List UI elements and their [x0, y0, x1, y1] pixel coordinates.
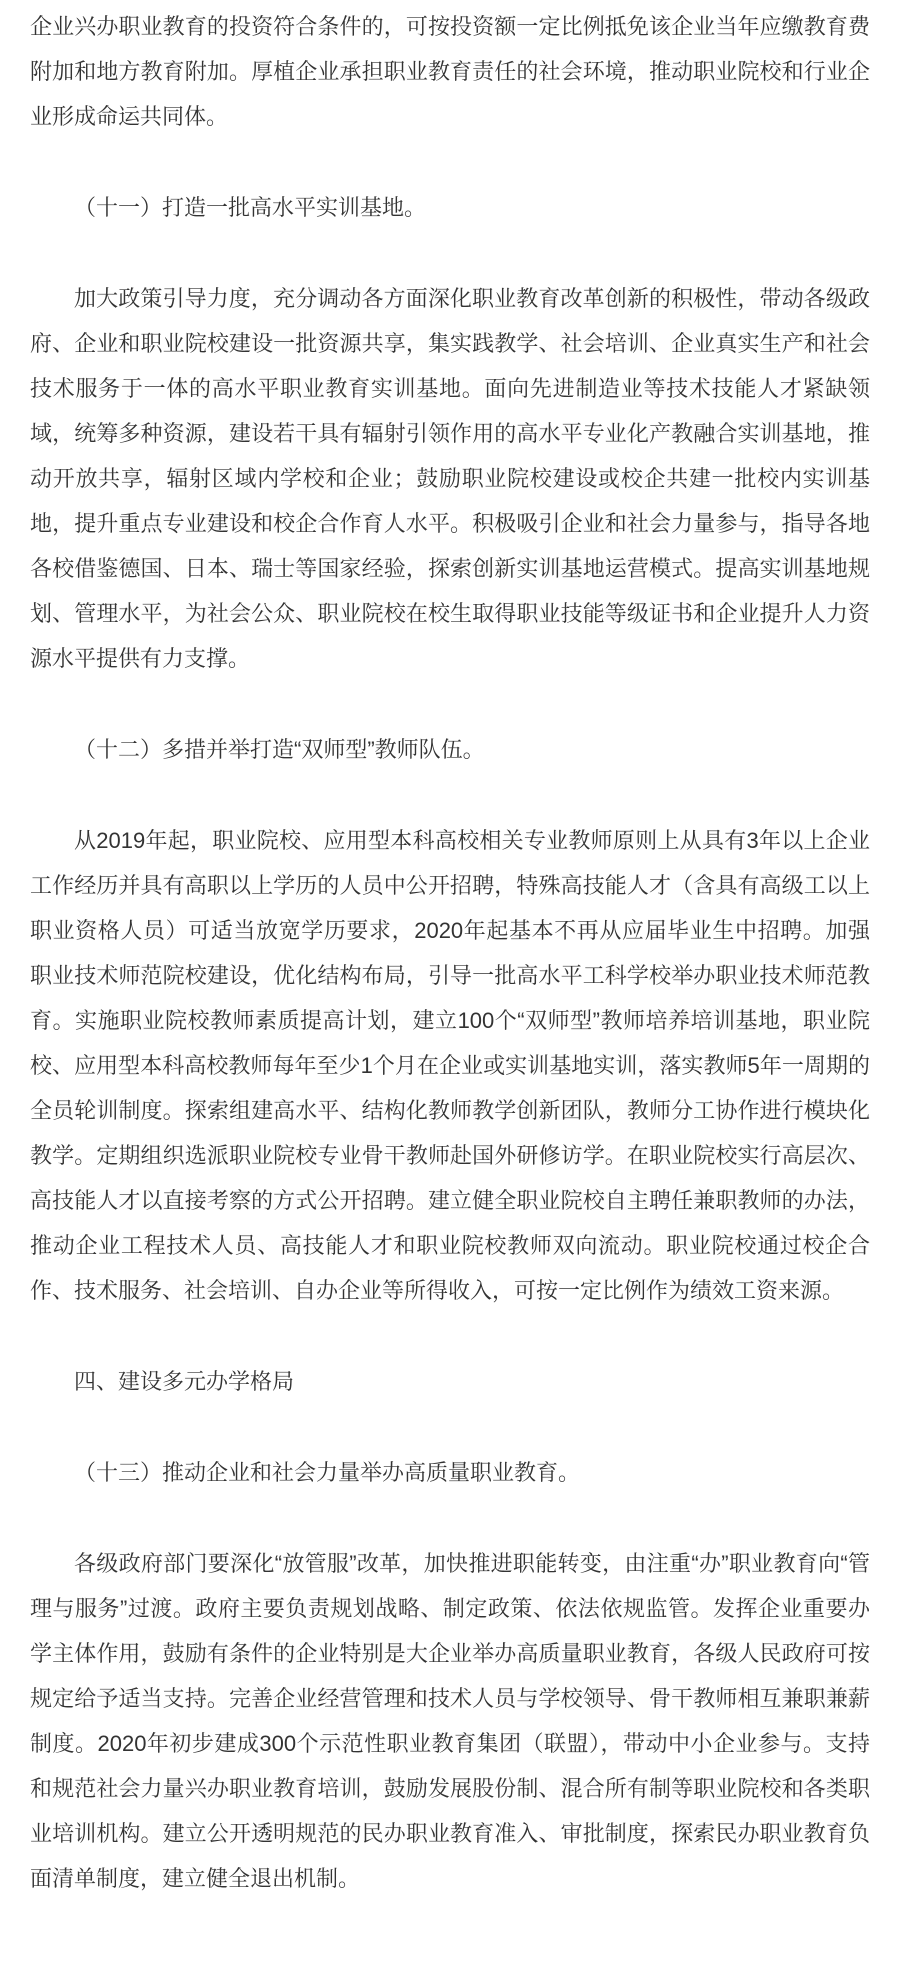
clause-heading-11-training-bases: （十一）打造一批高水平实训基地。	[74, 195, 427, 220]
clause-heading-12-dual-teacher: （十二）多措并举打造“双师型”教师队伍。	[74, 737, 485, 762]
paragraph-tax-incentive-continuation: 企业兴办职业教育的投资符合条件的，可按投资额一定比例抵免该企业当年应缴教育费附加和地方教育附加。厚植企业承担职业教育责任的社会环境，推动职业院校和行业企业形成命运共同体。	[30, 14, 870, 129]
section-heading-4-diversified-schooling: 四、建设多元办学格局	[74, 1369, 295, 1394]
paragraph-dual-teacher-detail: 从2019年起，职业院校、应用型本科高校相关专业教师原则上从具有3年以上企业工作经历并具有高职以上学历的人员中公开招聘，特殊高技能人才（含具有高级工以上职业资格人员）可适当放宽学历要求，2020年起基本不再从应届毕业生中招聘。加强职业技术师范院校建设，优化结构布局，引导一批高水平工科学校举办职业技术师范教育。实施职业院校教师素质提高计划，建立100个“双师型”教师培养培训基地，职业院校、应用型本科高校教师每年至少1个月在企业或实训基地实训，落实教师5年一周期的全员轮训制度。探索组建高水平、结构化教师教学创新团队，教师分工协作进行模块化教学。定期组织选派职业院校专业骨干教师赴国外研修访学。在职业院校实行高层次、高技能人才以直接考察的方式公开招聘。建立健全职业院校自主聘任兼职教师的办法，推动企业工程技术人员、高技能人才和职业院校教师双向流动。职业院校通过校企合作、技术服务、社会培训、自办企业等所得收入，可按一定比例作为绩效工资来源。	[30, 828, 870, 1303]
paragraph-enterprise-education-detail: 各级政府部门要深化“放管服”改革，加快推进职能转变，由注重“办”职业教育向“管理与服务”过渡。政府主要负责规划战略、制定政策、依法依规监管。发挥企业重要办学主体作用，鼓励有条件的企业特别是大企业举办高质量职业教育，各级人民政府可按规定给予适当支持。完善企业经营管理和技术人员与学校领导、骨干教师相互兼职兼薪制度。2020年初步建成300个示范性职业教育集团（联盟），带动中小企业参与。支持和规范社会力量兴办职业教育培训，鼓励发展股份制、混合所有制等职业院校和各类职业培训机构。建立公开透明规范的民办职业教育准入、审批制度，探索民办职业教育负面清单制度，建立健全退出机制。	[30, 1551, 870, 1891]
paragraph-training-bases-detail: 加大政策引导力度，充分调动各方面深化职业教育改革创新的积极性，带动各级政府、企业和职业院校建设一批资源共享，集实践教学、社会培训、企业真实生产和社会技术服务于一体的高水平职业教育实训基地。面向先进制造业等技术技能人才紧缺领域，统筹多种资源，建设若干具有辐射引领作用的高水平专业化产教融合实训基地，推动开放共享，辐射区域内学校和企业；鼓励职业院校建设或校企共建一批校内实训基地，提升重点专业建设和校企合作育人水平。积极吸引企业和社会力量参与，指导各地各校借鉴德国、日本、瑞士等国家经验，探索创新实训基地运营模式。提高实训基地规划、管理水平，为社会公众、职业院校在校生取得职业技能等级证书和企业提升人力资源水平提供有力支撑。	[30, 286, 870, 671]
clause-heading-13-enterprise-education: （十三）推动企业和社会力量举办高质量职业教育。	[74, 1460, 581, 1485]
